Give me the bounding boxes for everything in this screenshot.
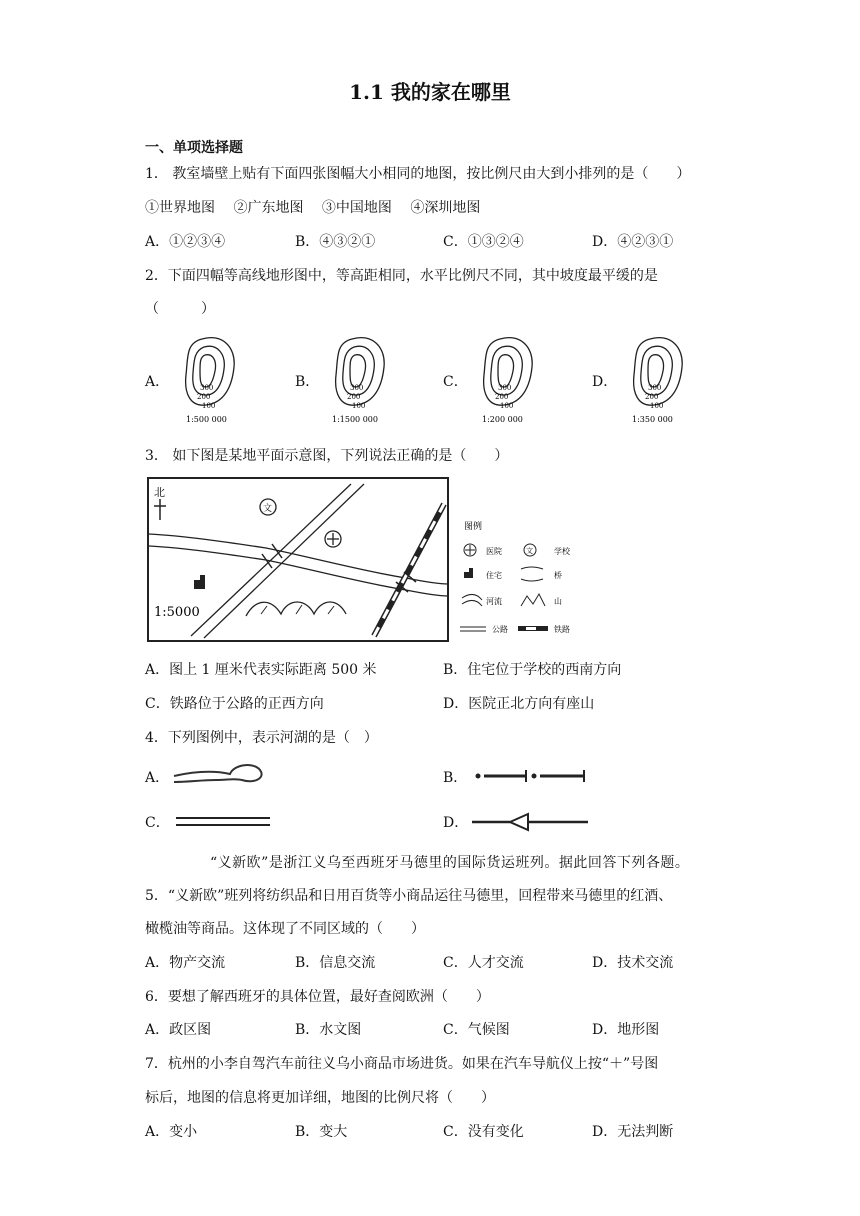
legend-road: 公路 <box>492 625 508 634</box>
north-label: 北 <box>154 486 165 499</box>
q2-stem-line2: （ ） <box>145 301 215 317</box>
q6-option-b[interactable]: B．水文图 <box>295 1022 362 1038</box>
q2-option-a[interactable]: A． <box>145 374 170 390</box>
q7-option-c[interactable]: C．没有变化 <box>443 1124 524 1140</box>
passage-text: “义新欧”是浙江义乌至西班牙马德里的国际货运班列。据此回答下列各题。 <box>210 855 690 871</box>
contour-label-300: 300 <box>200 384 214 392</box>
scale-label-c: 1:200 000 <box>482 415 523 424</box>
legend-river-icon <box>462 594 482 606</box>
q2-option-d[interactable]: D． <box>592 374 618 390</box>
contour-label-300: 300 <box>648 384 662 392</box>
legend-title: 图例 <box>464 522 483 532</box>
q5-option-c[interactable]: C．人才交流 <box>443 955 524 971</box>
contour-label-300: 300 <box>350 384 364 392</box>
q5-option-a[interactable]: A．物产交流 <box>145 955 226 971</box>
q3-option-c[interactable]: C．铁路位于公路的正西方向 <box>145 696 324 712</box>
contour-map-b <box>330 333 400 428</box>
page-title: 1.1 我的家在哪里 <box>349 80 511 104</box>
q4-stem: 4．下列图例中，表示河湖的是（ ） <box>145 730 378 746</box>
q4-option-b[interactable]: B． <box>443 770 468 786</box>
legend-bridge-icon <box>521 567 543 581</box>
q3-stem: 3． 如下图是某地平面示意图，下列说法正确的是（ ） <box>145 448 509 464</box>
q7-option-b[interactable]: B．变大 <box>295 1124 348 1140</box>
q3-option-a[interactable]: A．图上 1 厘米代表实际距离 500 米 <box>145 662 377 678</box>
q6-option-a[interactable]: A．政区图 <box>145 1022 212 1038</box>
q3-option-d[interactable]: D．医院正北方向有座山 <box>443 696 595 712</box>
q2-stem-line1: 2．下面四幅等高线地形图中，等高距相同，水平比例尺不同，其中坡度最平缓的是 <box>145 268 658 284</box>
contour-label-200: 200 <box>495 393 509 401</box>
q5-stem-line1: 5．“义新欧”班列将纺织品和日用百货等小商品运往马德里，回程带来马德里的红酒、 <box>145 888 673 904</box>
legend-residence: 住宅 <box>486 571 502 580</box>
contour-map-c <box>478 333 548 428</box>
q4-option-a[interactable]: A． <box>145 770 170 786</box>
contour-label-100: 100 <box>202 402 216 410</box>
q2-option-c[interactable]: C． <box>443 374 468 390</box>
road-symbol <box>172 812 272 832</box>
q1-option-c[interactable]: C．①③②④ <box>443 234 524 250</box>
boundary-symbol <box>470 766 590 786</box>
contour-label-300: 300 <box>498 384 512 392</box>
q7-option-a[interactable]: A．变小 <box>145 1124 198 1140</box>
scale-label-b: 1:1500 000 <box>332 415 378 424</box>
svg-text:文: 文 <box>263 504 273 514</box>
q7-stem-line2: 标后，地图的信息将更加详细，地图的比例尺将（ ） <box>145 1090 495 1106</box>
q3-option-b[interactable]: B．住宅位于学校的西南方向 <box>443 662 622 678</box>
q6-stem: 6．要想了解西班牙的具体位置，最好查阅欧洲（ ） <box>145 989 490 1005</box>
contour-label-100: 100 <box>352 402 366 410</box>
legend-mountain: 山 <box>554 597 562 606</box>
q5-option-d[interactable]: D．技术交流 <box>592 955 674 971</box>
q1-option-a[interactable]: A．①②③④ <box>145 234 226 250</box>
contour-label-200: 200 <box>645 393 659 401</box>
map-legend <box>460 520 571 634</box>
q6-option-c[interactable]: C．气候图 <box>443 1022 510 1038</box>
map-scale: 1:5000 <box>154 605 200 620</box>
legend-hospital: 医院 <box>486 547 502 556</box>
legend-mountain-icon <box>521 594 545 606</box>
legend-bridge: 桥 <box>554 571 562 580</box>
section-heading: 一、单项选择题 <box>145 140 243 156</box>
legend-school: 学校 <box>554 547 570 556</box>
q5-option-b[interactable]: B．信息交流 <box>295 955 376 971</box>
contour-label-200: 200 <box>197 393 211 401</box>
q1-stem: 1． 教室墙壁上贴有下面四张图幅大小相同的地图，按比例尺由大到小排列的是（ ） <box>145 166 691 182</box>
q5-stem-line2: 橄榄油等商品。这体现了不同区域的（ ） <box>145 921 425 937</box>
contour-label-100: 100 <box>500 402 514 410</box>
q1-option-d[interactable]: D．④②③① <box>592 234 674 250</box>
svg-text:文: 文 <box>526 547 533 555</box>
river-lake-symbol <box>172 760 272 790</box>
contour-label-100: 100 <box>650 402 664 410</box>
legend-river: 河流 <box>486 597 502 606</box>
q7-option-d[interactable]: D．无法判断 <box>592 1124 674 1140</box>
q1-option-b[interactable]: B．④③②① <box>295 234 376 250</box>
contour-label-200: 200 <box>347 393 361 401</box>
q3-plan-map <box>146 476 596 644</box>
contour-map-d <box>628 333 698 428</box>
scale-label-d: 1:350 000 <box>632 415 673 424</box>
legend-residence-icon <box>464 568 473 578</box>
legend-railway: 铁路 <box>554 625 570 634</box>
scale-label-a: 1:500 000 <box>186 415 227 424</box>
q2-option-b[interactable]: B． <box>295 374 320 390</box>
q4-option-d[interactable]: D． <box>443 815 469 831</box>
q6-option-d[interactable]: D．地形图 <box>592 1022 660 1038</box>
q7-stem-line1: 7．杭州的小李自驾汽车前往义乌小商品市场进货。如果在汽车导航仪上按“＋”号图 <box>145 1056 659 1072</box>
contour-map-a <box>180 333 250 428</box>
arrow-symbol <box>470 810 590 834</box>
residence-icon <box>194 575 205 589</box>
q4-option-c[interactable]: C． <box>145 815 170 831</box>
q1-items: ①世界地图 ②广东地图 ③中国地图 ④深圳地图 <box>145 200 481 216</box>
